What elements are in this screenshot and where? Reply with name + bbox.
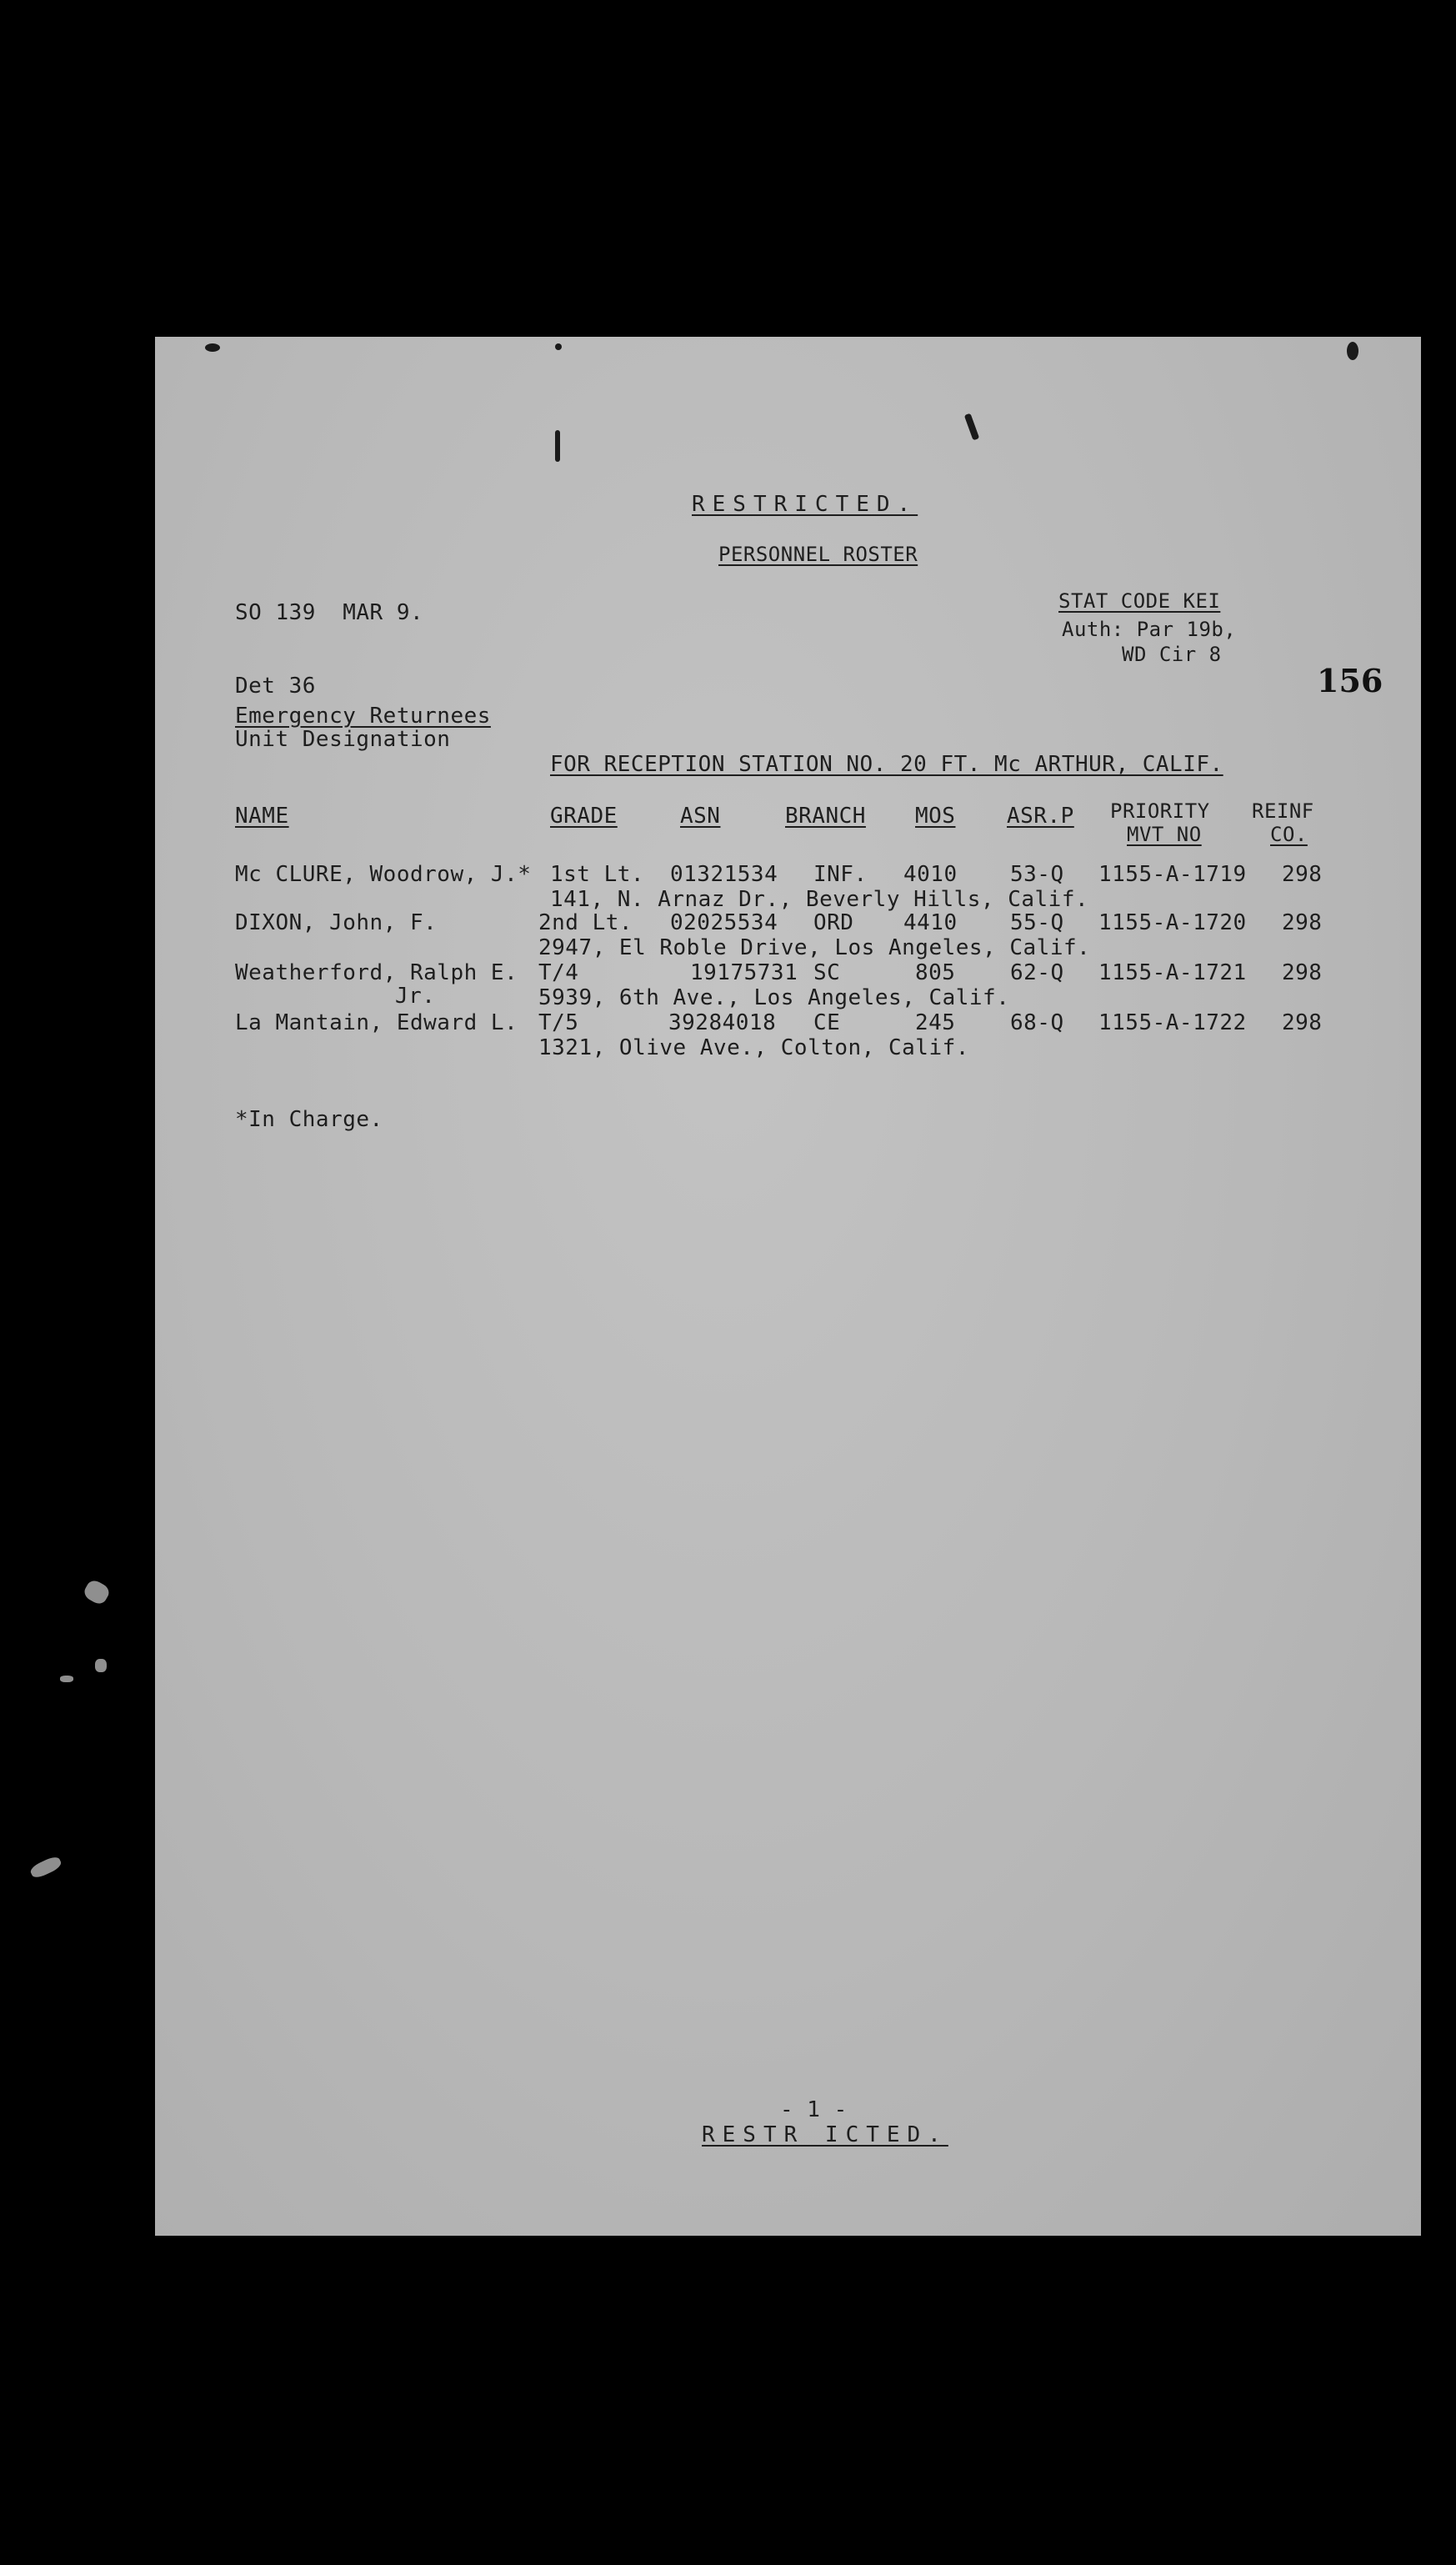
- authority-line-1: Auth: Par 19b,: [1062, 618, 1237, 641]
- background-speck: [60, 1676, 73, 1682]
- row-grade: 1st Lt.: [550, 862, 645, 887]
- row-address: 141, N. Arnaz Dr., Beverly Hills, Calif.: [550, 887, 1089, 912]
- document-page: [155, 337, 1421, 2236]
- row-reinf: 298: [1282, 910, 1323, 935]
- row-mos: 4010: [903, 862, 958, 887]
- background-speck: [95, 1659, 107, 1672]
- paper-smudge: [205, 343, 220, 352]
- header-name: NAME: [235, 804, 289, 829]
- row-name: Mc CLURE, Woodrow, J.*: [235, 862, 532, 887]
- row-branch: CE: [813, 1010, 841, 1035]
- row-address: 2947, El Roble Drive, Los Angeles, Calif.: [538, 935, 1091, 960]
- header-priority: PRIORITY: [1110, 799, 1210, 823]
- paper-smudge: [555, 343, 562, 350]
- row-branch: SC: [813, 960, 841, 985]
- row-address: 1321, Olive Ave., Colton, Calif.: [538, 1035, 969, 1060]
- header-asn: ASN: [680, 804, 721, 829]
- row-mos: 805: [915, 960, 956, 985]
- header-grade: GRADE: [550, 804, 618, 829]
- unit-name: Emergency Returnees: [235, 704, 491, 729]
- row-grade: 2nd Lt.: [538, 910, 633, 935]
- header-co: CO.: [1270, 823, 1308, 846]
- row-address: 5939, 6th Ave., Los Angeles, Calif.: [538, 985, 1010, 1010]
- row-name: DIXON, John, F.: [235, 910, 438, 935]
- row-asn: 02025534: [670, 910, 778, 935]
- background-speck: [82, 1578, 112, 1607]
- classification-top: RESTRICTED.: [692, 492, 918, 517]
- page-number: - 1 -: [780, 2097, 848, 2122]
- classification-bottom: RESTR ICTED.: [702, 2122, 948, 2147]
- order-reference: SO 139 MAR 9.: [235, 600, 424, 625]
- row-ashp: 62-Q: [1010, 960, 1064, 985]
- row-branch: ORD: [813, 910, 854, 935]
- footnote: *In Charge.: [235, 1107, 383, 1132]
- header-branch: BRANCH: [785, 804, 866, 829]
- row-mos: 245: [915, 1010, 956, 1035]
- paper-smudge: [964, 413, 979, 441]
- row-asn: 19175731: [690, 960, 798, 985]
- destination: FOR RECEPTION STATION NO. 20 FT. Mc ARTHUR, CALIF.: [550, 752, 1223, 777]
- unit-designation-label: Unit Designation: [235, 727, 451, 752]
- row-asn: 39284018: [668, 1010, 777, 1035]
- row-priority: 1155-A-1722: [1098, 1010, 1247, 1035]
- row-name: La Mantain, Edward L.: [235, 1010, 518, 1035]
- detachment: Det 36: [235, 674, 316, 699]
- authority-line-2: WD Cir 8: [1122, 643, 1222, 666]
- header-mvt-no: MVT NO: [1127, 823, 1202, 846]
- header-reinf: REINF: [1252, 799, 1314, 823]
- row-asn: 01321534: [670, 862, 778, 887]
- row-branch: INF.: [813, 862, 868, 887]
- page-stamp: 156: [1317, 662, 1383, 699]
- row-reinf: 298: [1282, 862, 1323, 887]
- header-ashp: ASR.P: [1007, 804, 1074, 829]
- row-ashp: 68-Q: [1010, 1010, 1064, 1035]
- row-name: Weatherford, Ralph E.: [235, 960, 518, 985]
- row-grade: T/5: [538, 1010, 579, 1035]
- row-ashp: 55-Q: [1010, 910, 1064, 935]
- row-ashp: 53-Q: [1010, 862, 1064, 887]
- stat-code: STAT CODE KEI: [1058, 589, 1221, 613]
- row-priority: 1155-A-1721: [1098, 960, 1247, 985]
- row-mos: 4410: [903, 910, 958, 935]
- background-speck: [28, 1855, 63, 1881]
- paper-smudge: [555, 430, 560, 462]
- row-name-suffix: Jr.: [395, 984, 436, 1009]
- paper-smudge: [1347, 342, 1358, 360]
- document-title: PERSONNEL ROSTER: [718, 543, 918, 566]
- row-grade: T/4: [538, 960, 579, 985]
- row-reinf: 298: [1282, 1010, 1323, 1035]
- row-priority: 1155-A-1719: [1098, 862, 1247, 887]
- header-mos: MOS: [915, 804, 956, 829]
- row-priority: 1155-A-1720: [1098, 910, 1247, 935]
- row-reinf: 298: [1282, 960, 1323, 985]
